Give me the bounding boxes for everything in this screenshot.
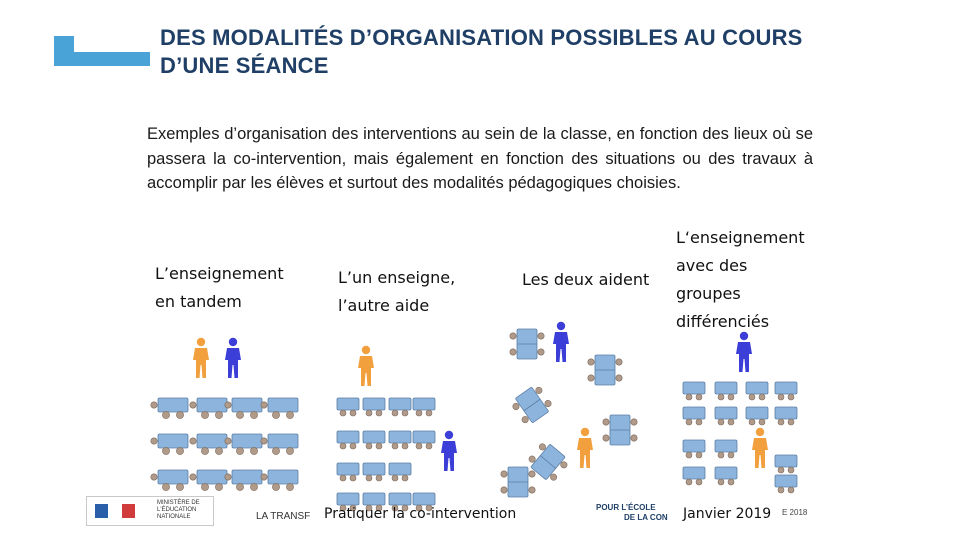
label-groups-line4: différenciés <box>676 312 770 331</box>
teacher-helper-icon <box>441 431 457 471</box>
footer-date: Janvier 2019 <box>683 506 772 522</box>
footer-title: Pratiquer la co-intervention <box>324 506 517 522</box>
label-tandem-line1: L’enseignement <box>155 264 284 283</box>
teacher-group-b-icon <box>752 428 768 468</box>
ecole-logo <box>596 503 678 523</box>
title-line-2: D’UNE SÉANCE <box>160 53 329 78</box>
teacher-blue-icon <box>225 338 241 378</box>
label-tandem-line2: en tandem <box>155 292 242 311</box>
ecole-logo-line2: DE LA CON <box>624 513 668 522</box>
teacher-orange-icon <box>193 338 209 378</box>
label-groups-line2: avec des <box>676 256 748 275</box>
intro-paragraph: Exemples d’organisation des interventions au sein de la classe, en fonction des lieux où se passera la co-intervention, mais également en fonction des situations ou des travaux à accomplir par les élèves et surtout des modalités pédagogiques choisies. <box>147 125 813 192</box>
teacher-front-icon <box>358 346 374 386</box>
groups-desks <box>683 382 797 493</box>
teacher-group-a-icon <box>736 332 752 372</box>
footer-transf-text: LA TRANSF <box>256 511 311 522</box>
label-one-line1: L’un enseigne, <box>338 268 456 287</box>
label-one-line2: l’autre aide <box>338 296 430 315</box>
both-help-groups <box>501 329 637 497</box>
ministry-logo <box>86 496 214 526</box>
label-groups-line1: L‘enseignement <box>676 228 805 247</box>
teacher-blue-circulating-icon <box>553 322 569 362</box>
one-teaches-desks <box>337 398 435 511</box>
label-both-help: Les deux aident <box>522 270 650 289</box>
tandem-desks <box>151 398 298 491</box>
footer-number: E 2018 <box>782 508 808 517</box>
tandem-teachers <box>193 338 241 378</box>
label-groups-line3: groupes <box>676 284 741 303</box>
teacher-orange-circulating-icon <box>577 428 593 468</box>
ministry-logo-text: MINISTÈRE DE L'ÉDUCATION NATIONALE <box>157 500 200 520</box>
ecole-logo-line1: POUR L’ÉCOLE <box>596 503 656 512</box>
title-line-1: DES MODALITÉS D’ORGANISATION POSSIBLES AU COURS <box>160 25 803 50</box>
republic-flag-icon <box>95 504 135 518</box>
